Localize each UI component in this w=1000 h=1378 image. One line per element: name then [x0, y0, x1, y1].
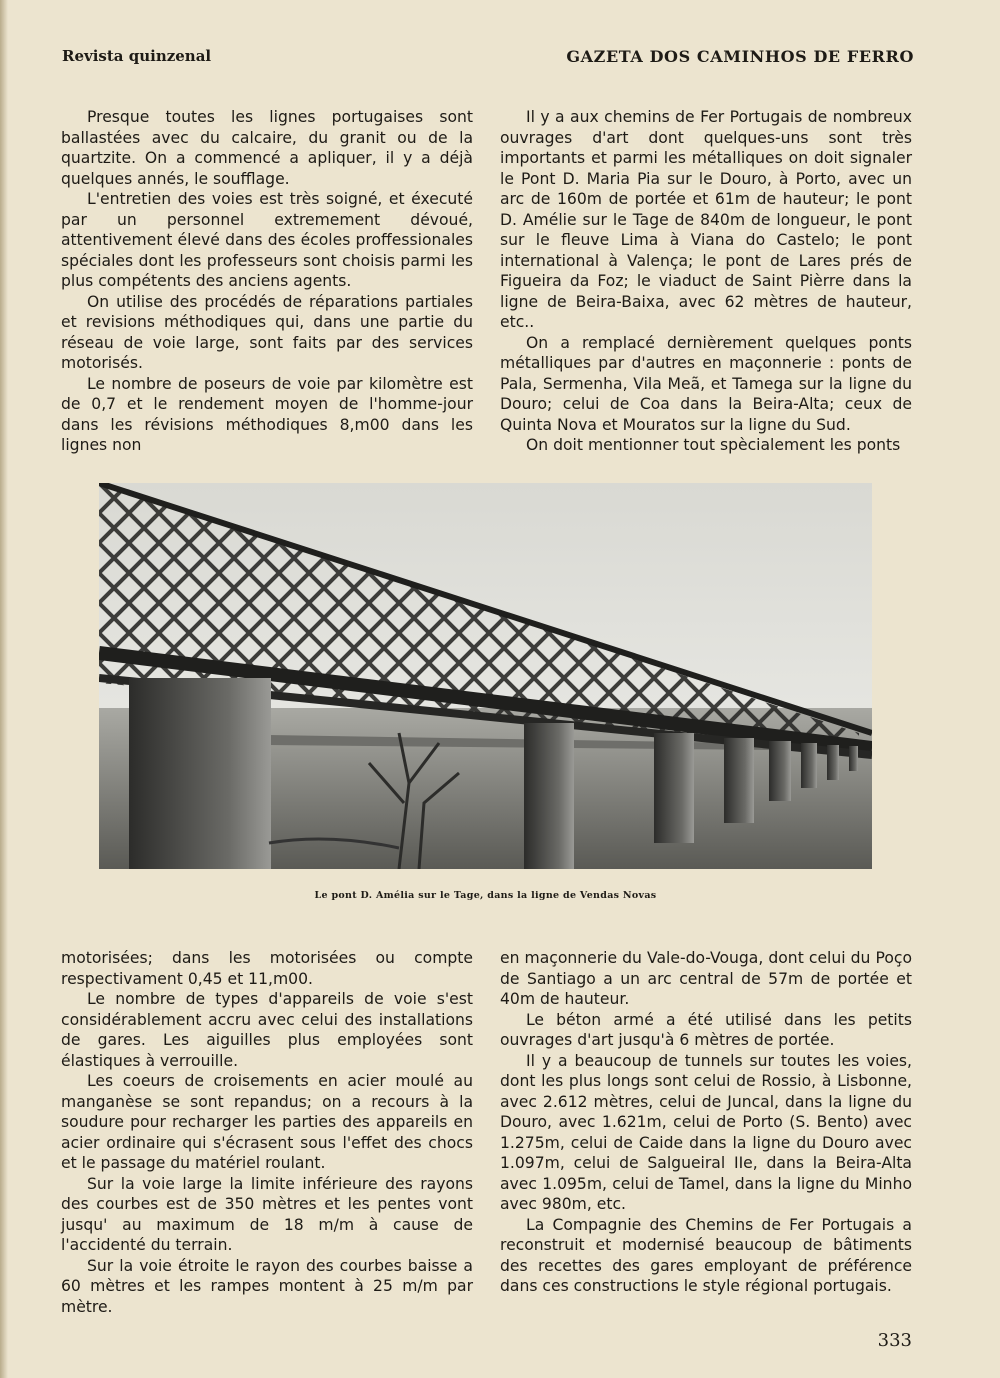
paragraph: Presque toutes les lignes portugaises sont ballastées avec du calcaire, du granit ou de la quartzite. On a commencé a apliquer, il y a déjà quelques annés, le soufflage. — [61, 108, 473, 188]
paragraph: On doit mentionner tout spècialement les ponts — [526, 436, 901, 454]
top-right-column — [500, 107, 912, 456]
paragraph: Il y a beaucoup de tunnels sur toutes les voies, dont les plus longs sont celui de Rossio, à Lisbonne, avec 2.612 mètres, celui de Juncal, dans la ligne du Douro, avec 1.621m, celui de Porto (S. Bento) avec 1.275m, celui de Caide dans la ligne du Douro avec 1.097m, celui de Salgueiral IIe, dans la Beira-Alta avec 1.095m, celui de Tamel, dans la ligne du Minho avec 980m, etc. — [500, 1051, 912, 1213]
bottom-right-column — [500, 948, 912, 1297]
paragraph: Les coeurs de croisements en acier moulé au manganèse se sont repandus; on a recours à la soudure pour recharger les parties des appareils en acier ordinaire qui s'écrasent sous l'effet des chocs et le passage du matériel roulant. — [61, 1072, 473, 1172]
paragraph: Le nombre de poseurs de voie par kilomètre est de 0,7 et le rendement moyen de l'homme-jour dans les révisions méthodiques 8,m00 dans les lignes non — [61, 374, 473, 454]
page-number: 333 — [877, 1330, 912, 1351]
paragraph: La Compagnie des Chemins de Fer Portugais a reconstruit et modernisé beaucoup de bâtiments des recettes des gares employant de préférence dans ces constructions le style régional portugais. — [500, 1215, 912, 1295]
paragraph: en maçonnerie du Vale-do-Vouga, dont celui du Poço de Santiago a un arc central de 57m de portée et 40m de hauteur. — [500, 949, 912, 1008]
paragraph: On a remplacé dernièrement quelques ponts métalliques par d'autres en maçonnerie : ponts de Pala, Sermenha, Vila Meã, et Tamega sur la ligne du Douro; celui de Coa dans la Beira-Alta; ceux de Quinta Nova et Mouratos sur la ligne du Sud. — [500, 333, 912, 434]
paragraph: Le nombre de types d'appareils de voie s'est considérablement accru avec celui des installations de gares. Les aiguilles plus employées sont élastiques à verrouille. — [61, 990, 473, 1070]
paragraph: On utilise des procédés de réparations partiales et revisions méthodiques qui, dans une partie du réseau de voie large, sont faits par des services motorisés. — [61, 292, 473, 372]
top-left-column — [61, 107, 473, 456]
paragraph: Il y a aux chemins de Fer Portugais de nombreux ouvrages d'art dont quelques-uns sont très importants et parmi les métalliques on doit signaler le Pont D. Maria Pia sur le Douro, à Porto, avec un arc de 160m de portée et 61m de hauteur; le pont D. Amélie sur le Tage de 840m de longueur, le pont sur le fleuve Lima à Viana do Castelo; le pont international à Valença; le pont de Lares prés de Figueira da Foz; le viaduct de Saint Pièrre dans la ligne de Beira-Baixa, avec 62 mètres de hauteur, etc.. — [500, 108, 912, 331]
page-edge — [0, 0, 8, 1378]
page-header — [62, 47, 914, 71]
paragraph: L'entretien des voies est très soigné, et éxecuté par un personnel extremement dévoué, attentivement élevé dans des écoles proffessionales spéciales dont les professeurs sont choisis parmi les plus compétents des anciens agents. — [61, 190, 473, 290]
paragraph: Sur la voie étroite le rayon des courbes baisse a 60 mètres et les rampes montent à 25 m/m par mètre. — [61, 1256, 473, 1316]
header-left: Revista quinzenal — [62, 47, 212, 65]
paragraph: Le béton armé a été utilisé dans les petits ouvrages d'art jusqu'à 6 mètres de portée. — [500, 1010, 912, 1049]
bottom-left-column — [61, 948, 473, 1317]
bridge-photo — [99, 483, 872, 869]
paragraph: motorisées; dans les motorisées ou compte respectivament 0,45 et 11,m00. — [61, 949, 473, 988]
figure-caption: Le pont D. Amélia sur le Tage, dans la ligne de Vendas Novas — [314, 890, 657, 901]
header-right: GAZETA DOS CAMINHOS DE FERRO — [566, 47, 914, 66]
paragraph: Sur la voie large la limite inférieure des rayons des courbes est de 350 mètres et les pentes vont jusqu' au maximum de 18 m/m à cause de l'accidenté du terrain. — [61, 1174, 473, 1254]
